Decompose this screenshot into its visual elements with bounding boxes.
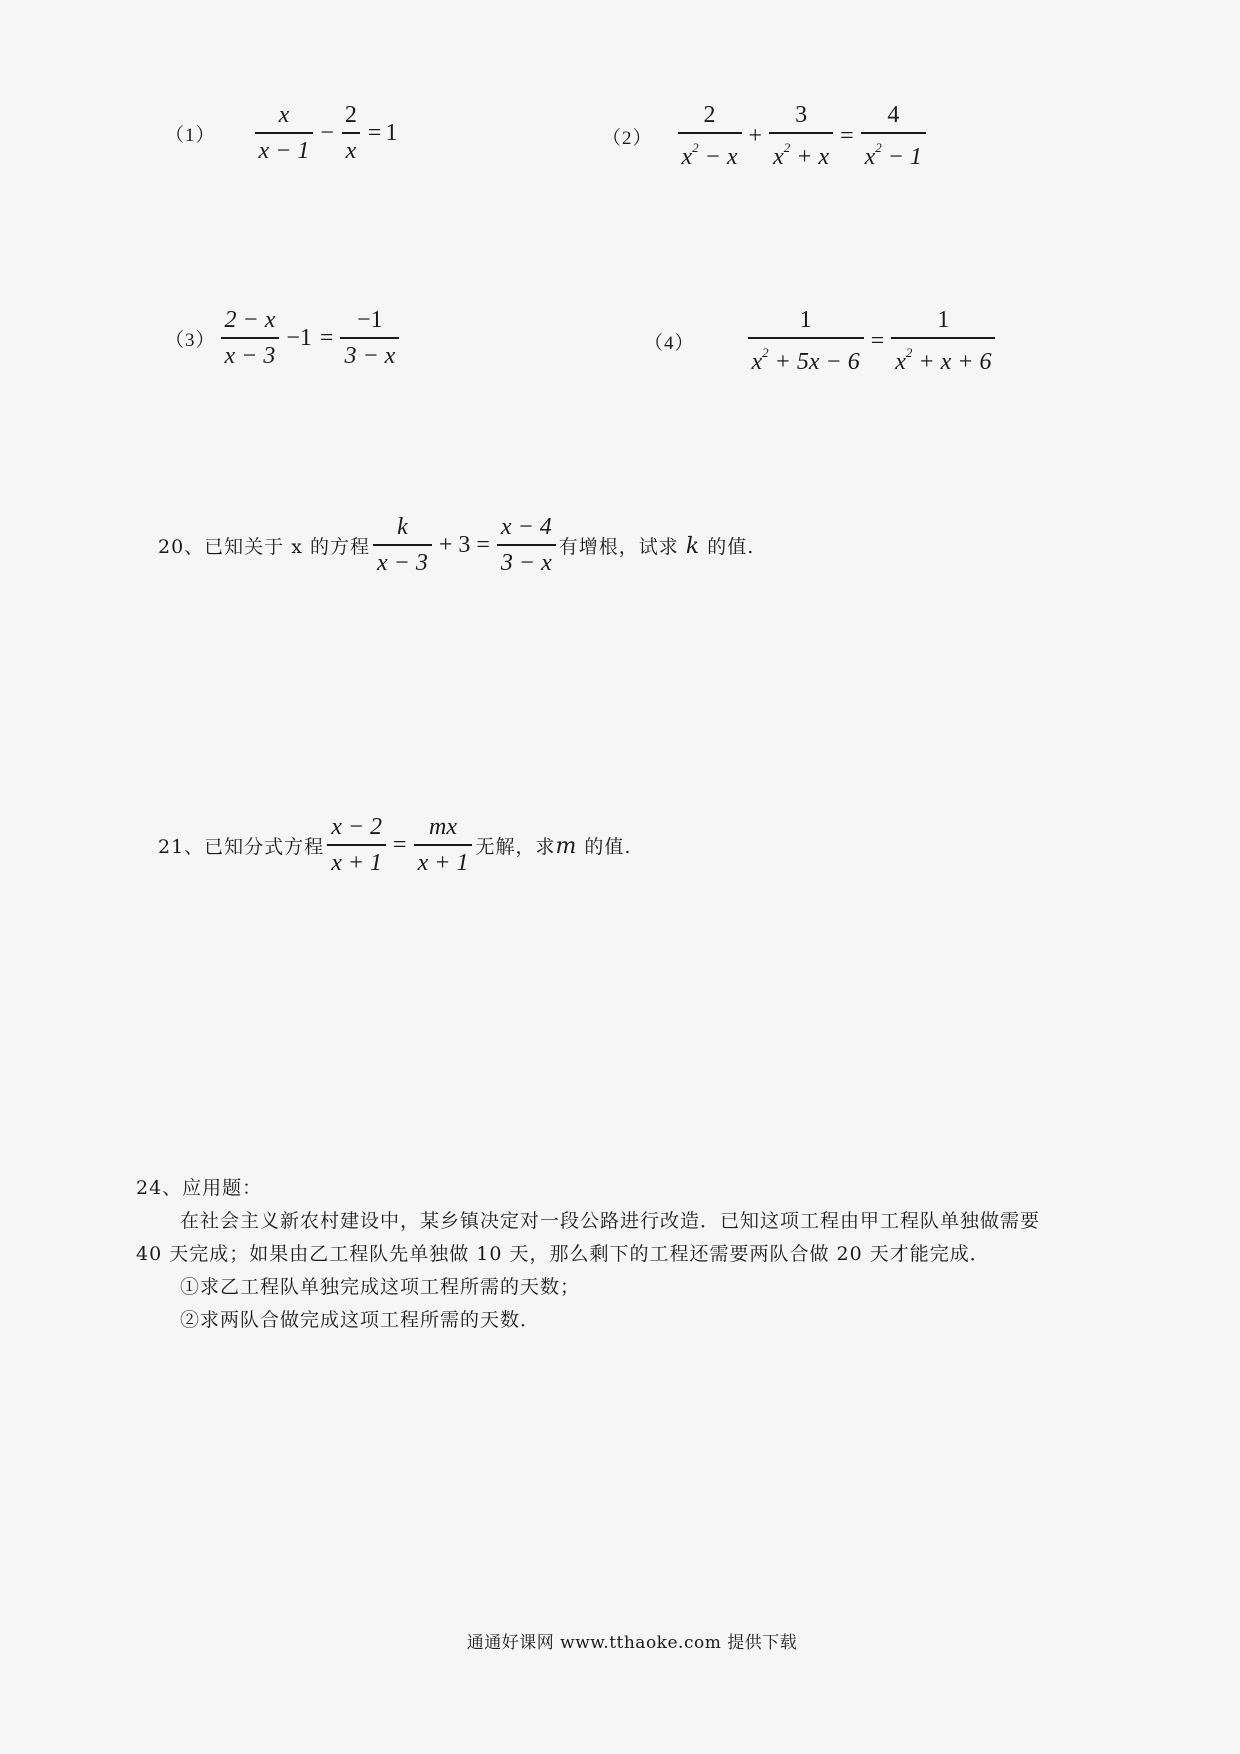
fraction <box>678 102 742 170</box>
question-24-heading: 24、应用题： <box>136 1177 263 1199</box>
question-20 <box>158 514 754 576</box>
numerator: 2 <box>703 102 716 128</box>
operator: + 3 = <box>438 531 490 558</box>
denominator: $x^2 + x$ <box>769 132 833 170</box>
numerator: 1 <box>937 307 950 333</box>
numerator: 2 − x <box>224 307 276 333</box>
fraction <box>414 814 473 876</box>
denominator: x − 1 <box>255 132 314 164</box>
fraction <box>891 307 995 375</box>
problem-3-label: （3） <box>165 329 216 351</box>
fraction <box>255 102 314 164</box>
fraction <box>340 307 399 369</box>
equals-sign: = <box>840 122 854 149</box>
denominator: 3 − x <box>497 544 556 576</box>
denominator: $x^2 + 5x - 6$ <box>748 337 864 375</box>
question-21-suffix: 无解，求m 的值. <box>475 833 632 859</box>
operator: − <box>320 119 334 146</box>
denominator: x − 3 <box>373 544 432 576</box>
problem-3 <box>165 307 402 369</box>
problem-1-label: （1） <box>165 124 216 146</box>
denominator: x + 1 <box>327 844 386 876</box>
denominator: $x^2 - 1$ <box>861 132 926 170</box>
fraction <box>769 102 833 170</box>
numerator: k <box>397 514 408 540</box>
fraction <box>341 102 361 164</box>
numerator: 2 <box>344 102 357 128</box>
problem-2 <box>602 102 929 170</box>
problem-1 <box>165 102 397 164</box>
question-24 <box>136 1172 1136 1337</box>
question-20-prefix: 20、已知关于 x 的方程 <box>158 535 370 558</box>
question-21 <box>158 814 631 876</box>
problem-4 <box>644 307 998 375</box>
operator: + <box>748 122 763 149</box>
fraction <box>861 102 926 170</box>
problem-2-label: （2） <box>602 127 653 149</box>
fraction <box>748 307 864 375</box>
numerator: 3 <box>795 102 808 128</box>
question-20-suffix: 有增根，试求 k 的值. <box>558 533 755 559</box>
fraction <box>497 514 556 576</box>
problem-4-label: （4） <box>644 332 695 354</box>
numerator: 1 <box>799 307 812 333</box>
numerator: x <box>278 102 290 128</box>
numerator: −1 <box>357 307 383 333</box>
numerator: mx <box>429 814 458 840</box>
fraction <box>221 307 280 369</box>
fraction <box>373 514 432 576</box>
equals-sign: = <box>319 324 334 351</box>
numerator: x − 2 <box>331 814 383 840</box>
denominator: 3 − x <box>340 337 399 369</box>
question-24-line-1: 在社会主义新农村建设中，某乡镇决定对一段公路进行改造．已知这项工程由甲工程队单独做需要 <box>180 1210 1041 1232</box>
numerator: x − 4 <box>500 514 552 540</box>
denominator: x <box>342 132 361 164</box>
operator: −1 <box>286 324 312 351</box>
question-24-item-2: ②求两队合做完成这项工程所需的天数． <box>180 1309 541 1331</box>
denominator: $x^2 - x$ <box>678 132 742 170</box>
equals-sign: = <box>367 119 382 146</box>
denominator: x + 1 <box>414 844 473 876</box>
denominator: $x^2 + x + 6$ <box>891 337 995 375</box>
question-21-prefix: 21、已知分式方程 <box>158 835 325 858</box>
equals-sign: = <box>393 831 407 858</box>
page-footer: 通通好课网 www.tthaoke.com 提供下载 <box>466 1633 798 1653</box>
question-24-line-2: 40 天完成；如果由乙工程队先单独做 10 天，那么剩下的工程还需要两队合做 20 天才能完成． <box>136 1243 990 1265</box>
equals-sign: = <box>870 327 885 354</box>
denominator: x − 3 <box>221 337 280 369</box>
right-hand-side: 1 <box>385 119 398 146</box>
question-24-item-1: ①求乙工程队单独完成这项工程所需的天数； <box>180 1276 581 1298</box>
numerator: 4 <box>887 102 900 128</box>
fraction <box>327 814 386 876</box>
